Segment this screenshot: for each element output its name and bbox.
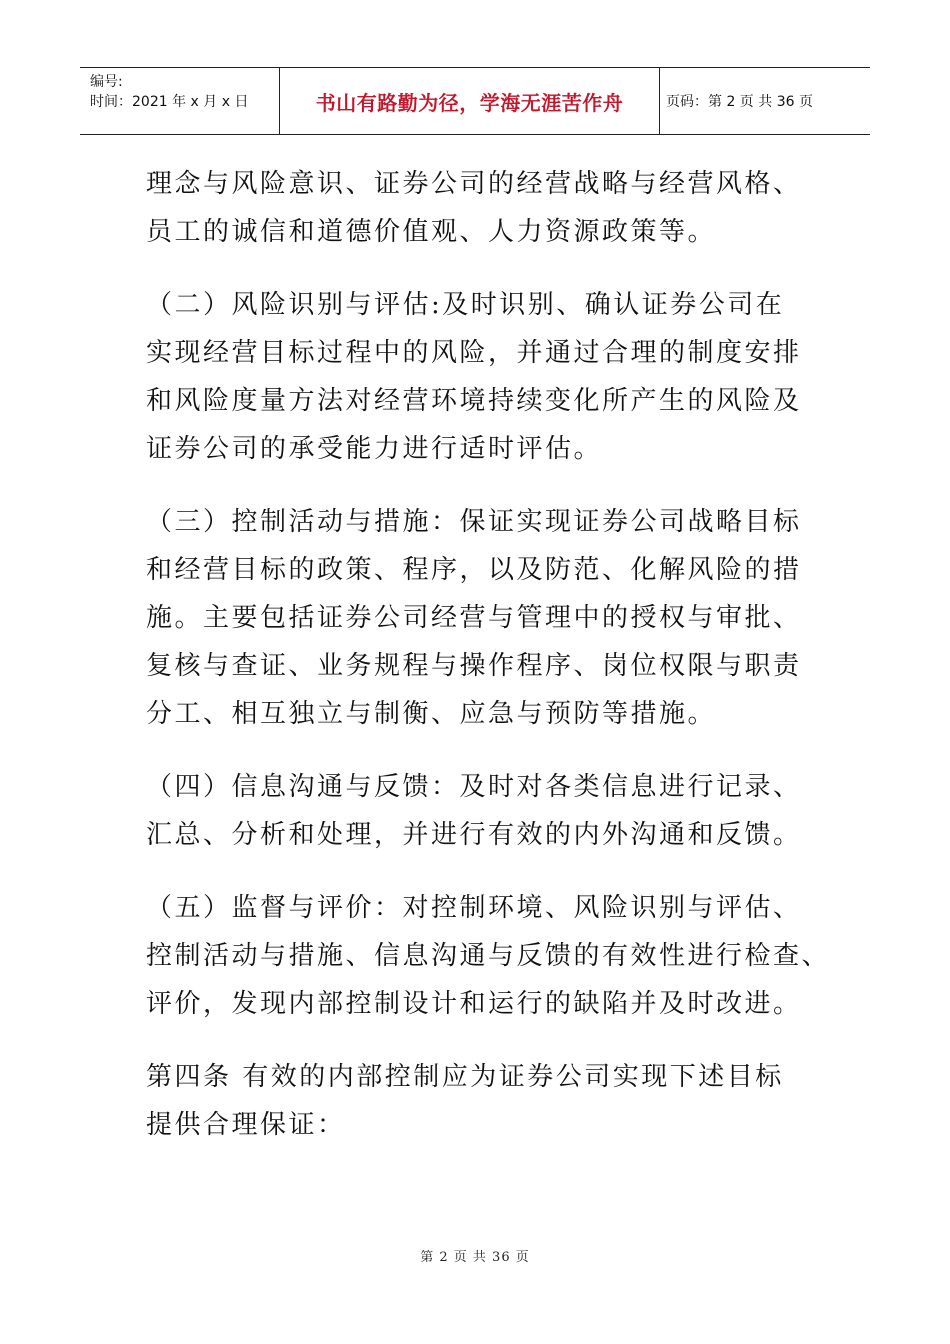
document-date: 时间：2021 年 x 月 x 日: [90, 94, 249, 110]
text-line: 和风险度量方法对经营环境持续变化所产生的风险及: [146, 386, 802, 416]
text-line: 实现经营目标过程中的风险，并通过合理的制度安排: [146, 338, 802, 368]
paragraph: [146, 884, 846, 1028]
paragraph: [146, 1053, 846, 1149]
paragraph: [146, 281, 846, 473]
text-line: 提供合理保证：: [146, 1110, 346, 1140]
text-line: （三）控制活动与措施：保证实现证券公司战略目标: [146, 507, 802, 537]
text-line: 证券公司的承受能力进行适时评估。: [146, 434, 603, 464]
text-line: 施。主要包括证券公司经营与管理中的授权与审批、: [146, 603, 802, 633]
document-number-label: 编号:: [90, 74, 123, 90]
paragraph: [146, 763, 846, 859]
text-line: 汇总、分析和处理，并进行有效的内外沟通和反馈。: [146, 820, 802, 850]
text-line: 分工、相互独立与制衡、应急与预防等措施。: [146, 699, 717, 729]
header-meta: [80, 68, 280, 134]
text-line: （二）风险识别与评估:及时识别、确认证券公司在: [146, 290, 785, 320]
text-line: 控制活动与措施、信息沟通与反馈的有效性进行检查、: [146, 941, 831, 971]
page-footer: 第 2 页 共 36 页: [420, 1250, 530, 1265]
text-line: （四）信息沟通与反馈：及时对各类信息进行记录、: [146, 772, 802, 802]
header-motto: 书山有路勤为径，学海无涯苦作舟: [280, 68, 660, 134]
text-line: 员工的诚信和道德价值观、人力资源政策等。: [146, 217, 717, 247]
text-line: 第四条 有效的内部控制应为证券公司实现下述目标: [146, 1062, 784, 1092]
text-line: 理念与风险意识、证券公司的经营战略与经营风格、: [146, 169, 802, 199]
text-line: 和经营目标的政策、程序，以及防范、化解风险的措: [146, 555, 802, 585]
page-header: [80, 67, 870, 135]
document-body: [146, 160, 846, 1174]
header-page-info: 页码：第 2 页 共 36 页: [666, 94, 813, 110]
text-line: 复核与查证、业务规程与操作程序、岗位权限与职责: [146, 651, 802, 681]
paragraph: [146, 160, 846, 256]
paragraph: [146, 498, 846, 738]
text-line: 评价，发现内部控制设计和运行的缺陷并及时改进。: [146, 989, 802, 1019]
text-line: （五）监督与评价：对控制环境、风险识别与评估、: [146, 893, 802, 923]
